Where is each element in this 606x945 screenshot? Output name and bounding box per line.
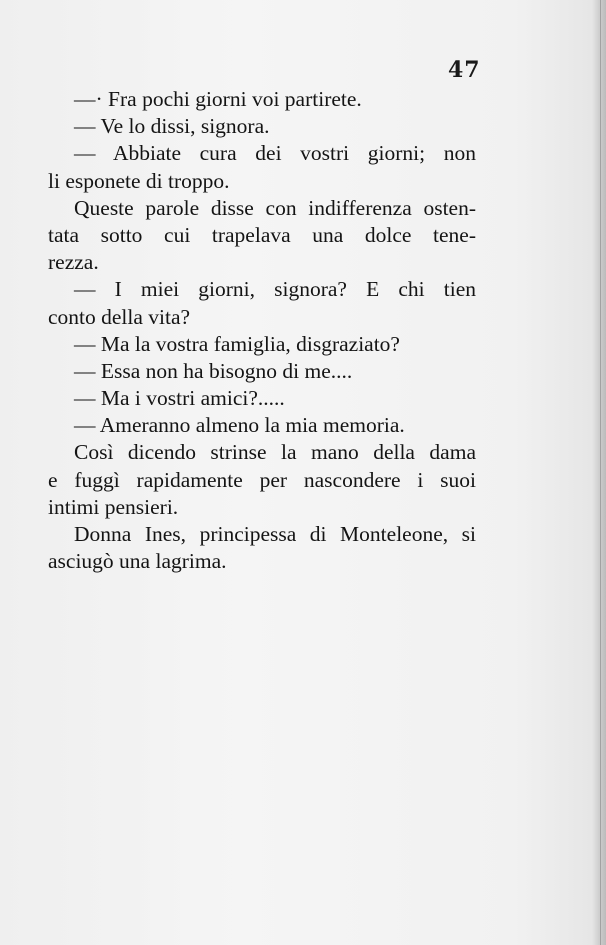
text-line: Così dicendo strinse la mano della dama bbox=[74, 440, 476, 465]
text-line: tata sotto cui trapelava una dolce tene- bbox=[48, 222, 476, 247]
text-line: — Ve lo dissi, signora. bbox=[74, 114, 270, 139]
page-number: 47 bbox=[448, 57, 481, 83]
text-line: — Ma i vostri amici?..... bbox=[74, 386, 285, 411]
text-line: — Ameranno almeno la mia memoria. bbox=[74, 413, 405, 438]
text-line: rezza. bbox=[48, 250, 99, 275]
text-line: asciugò una lagrima. bbox=[48, 549, 227, 574]
text-line: — Ma la vostra famiglia, disgraziato? bbox=[74, 331, 400, 356]
page-edge-shadow bbox=[592, 0, 606, 945]
page-text bbox=[44, 86, 476, 575]
text-line: e fuggì rapidamente per nascondere i suoi bbox=[48, 467, 476, 492]
text-line: Donna Ines, principessa di Monteleone, si bbox=[74, 522, 476, 546]
text-line: Queste parole disse con indifferenza osten- bbox=[74, 195, 476, 220]
text-line: —· Fra pochi giorni voi partirete. bbox=[74, 87, 362, 111]
text-line: intimi pensieri. bbox=[48, 494, 179, 519]
text-line: — Essa non ha bisogno di me.... bbox=[74, 358, 353, 383]
text-line: — Abbiate cura dei vostri giorni; non bbox=[74, 141, 476, 166]
text-line: — I miei giorni, signora? E chi tien bbox=[74, 277, 476, 302]
text-line: conto della vita? bbox=[48, 304, 191, 329]
text-line: li esponete di troppo. bbox=[48, 168, 230, 193]
